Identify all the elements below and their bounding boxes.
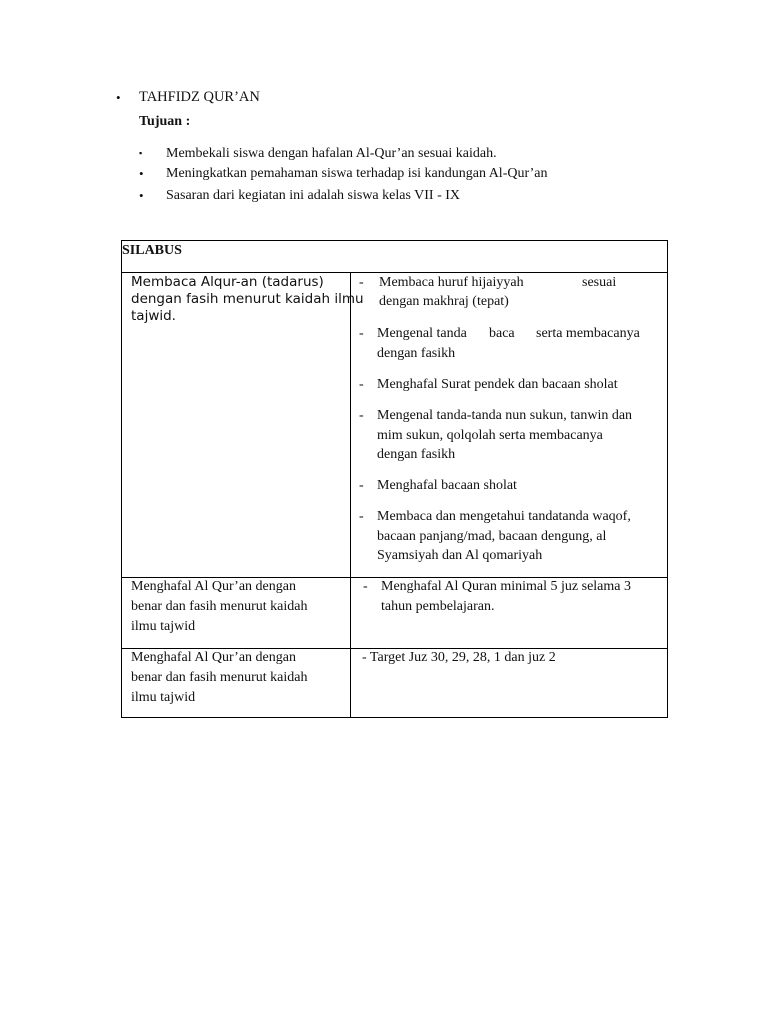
- row-description: benar dan fasih menurut kaidah: [131, 670, 308, 685]
- row-description: tajwid.: [131, 308, 176, 324]
- dash-marker: -: [359, 478, 364, 493]
- bullet-icon: •: [139, 188, 144, 203]
- syllabus-item: baca: [489, 326, 515, 341]
- row-description: dengan fasih menurut kaidah ilmu: [131, 291, 364, 307]
- syllabus-item: dengan fasikh: [377, 346, 456, 361]
- section-subtitle: Tujuan :: [139, 114, 191, 129]
- syllabus-item: Menghafal bacaan sholat: [377, 478, 517, 493]
- section-title: TAHFIDZ QUR’AN: [139, 89, 260, 105]
- syllabus-item: dengan fasikh: [377, 447, 456, 462]
- goal-item: Meningkatkan pemahaman siswa terhadap isi kandungan Al-Qur’an: [166, 166, 548, 181]
- table-header: SILABUS: [122, 243, 182, 258]
- dash-marker: -: [363, 579, 368, 594]
- row-description: benar dan fasih menurut kaidah: [131, 599, 308, 614]
- syllabus-item: Membaca dan mengetahui tandatanda waqof,: [377, 509, 631, 524]
- syllabus-item: Mengenal tanda: [377, 326, 467, 341]
- goal-item: Membekali siswa dengan hafalan Al-Qur’an sesuai kaidah.: [166, 146, 497, 161]
- syllabus-item: Syamsiyah dan Al qomariyah: [377, 548, 543, 563]
- syllabus-item: Menghafal Surat pendek dan bacaan sholat: [377, 377, 618, 392]
- syllabus-item: Menghafal Al Quran minimal 5 juz selama 3: [381, 579, 631, 594]
- square-bullet-icon: ▪: [139, 148, 143, 158]
- syllabus-item: bacaan panjang/mad, bacaan dengung, al: [377, 529, 607, 544]
- column-divider: [350, 272, 351, 718]
- syllabus-item: tahun pembelajaran.: [381, 599, 495, 614]
- bullet-icon: •: [116, 90, 121, 105]
- syllabus-item: sesuai: [582, 275, 617, 290]
- row-description: Membaca Alqur-an (tadarus): [131, 274, 324, 290]
- row-description: ilmu tajwid: [131, 690, 196, 705]
- syllabus-item: dengan makhraj (tepat): [379, 294, 509, 309]
- row-description: Menghafal Al Qur’an dengan: [131, 579, 296, 594]
- row-description: ilmu tajwid: [131, 619, 196, 634]
- row-description: Menghafal Al Qur’an dengan: [131, 650, 296, 665]
- dash-marker: -: [359, 408, 364, 423]
- syllabus-item: Mengenal tanda-tanda nun sukun, tanwin dan: [377, 408, 633, 423]
- syllabus-item: - Target Juz 30, 29, 28, 1 dan juz 2: [362, 650, 556, 665]
- dash-marker: -: [359, 377, 364, 392]
- dash-marker: -: [359, 509, 364, 524]
- syllabus-item: Membaca huruf hijaiyyah: [379, 275, 524, 290]
- syllabus-item: serta membacanya: [536, 326, 640, 341]
- bullet-icon: •: [139, 166, 144, 181]
- goal-item: Sasaran dari kegiatan ini adalah siswa kelas VII - IX: [166, 188, 461, 203]
- syllabus-item: mim sukun, qolqolah serta membacanya: [377, 428, 603, 443]
- dash-marker: -: [359, 275, 364, 290]
- dash-marker: -: [359, 326, 364, 341]
